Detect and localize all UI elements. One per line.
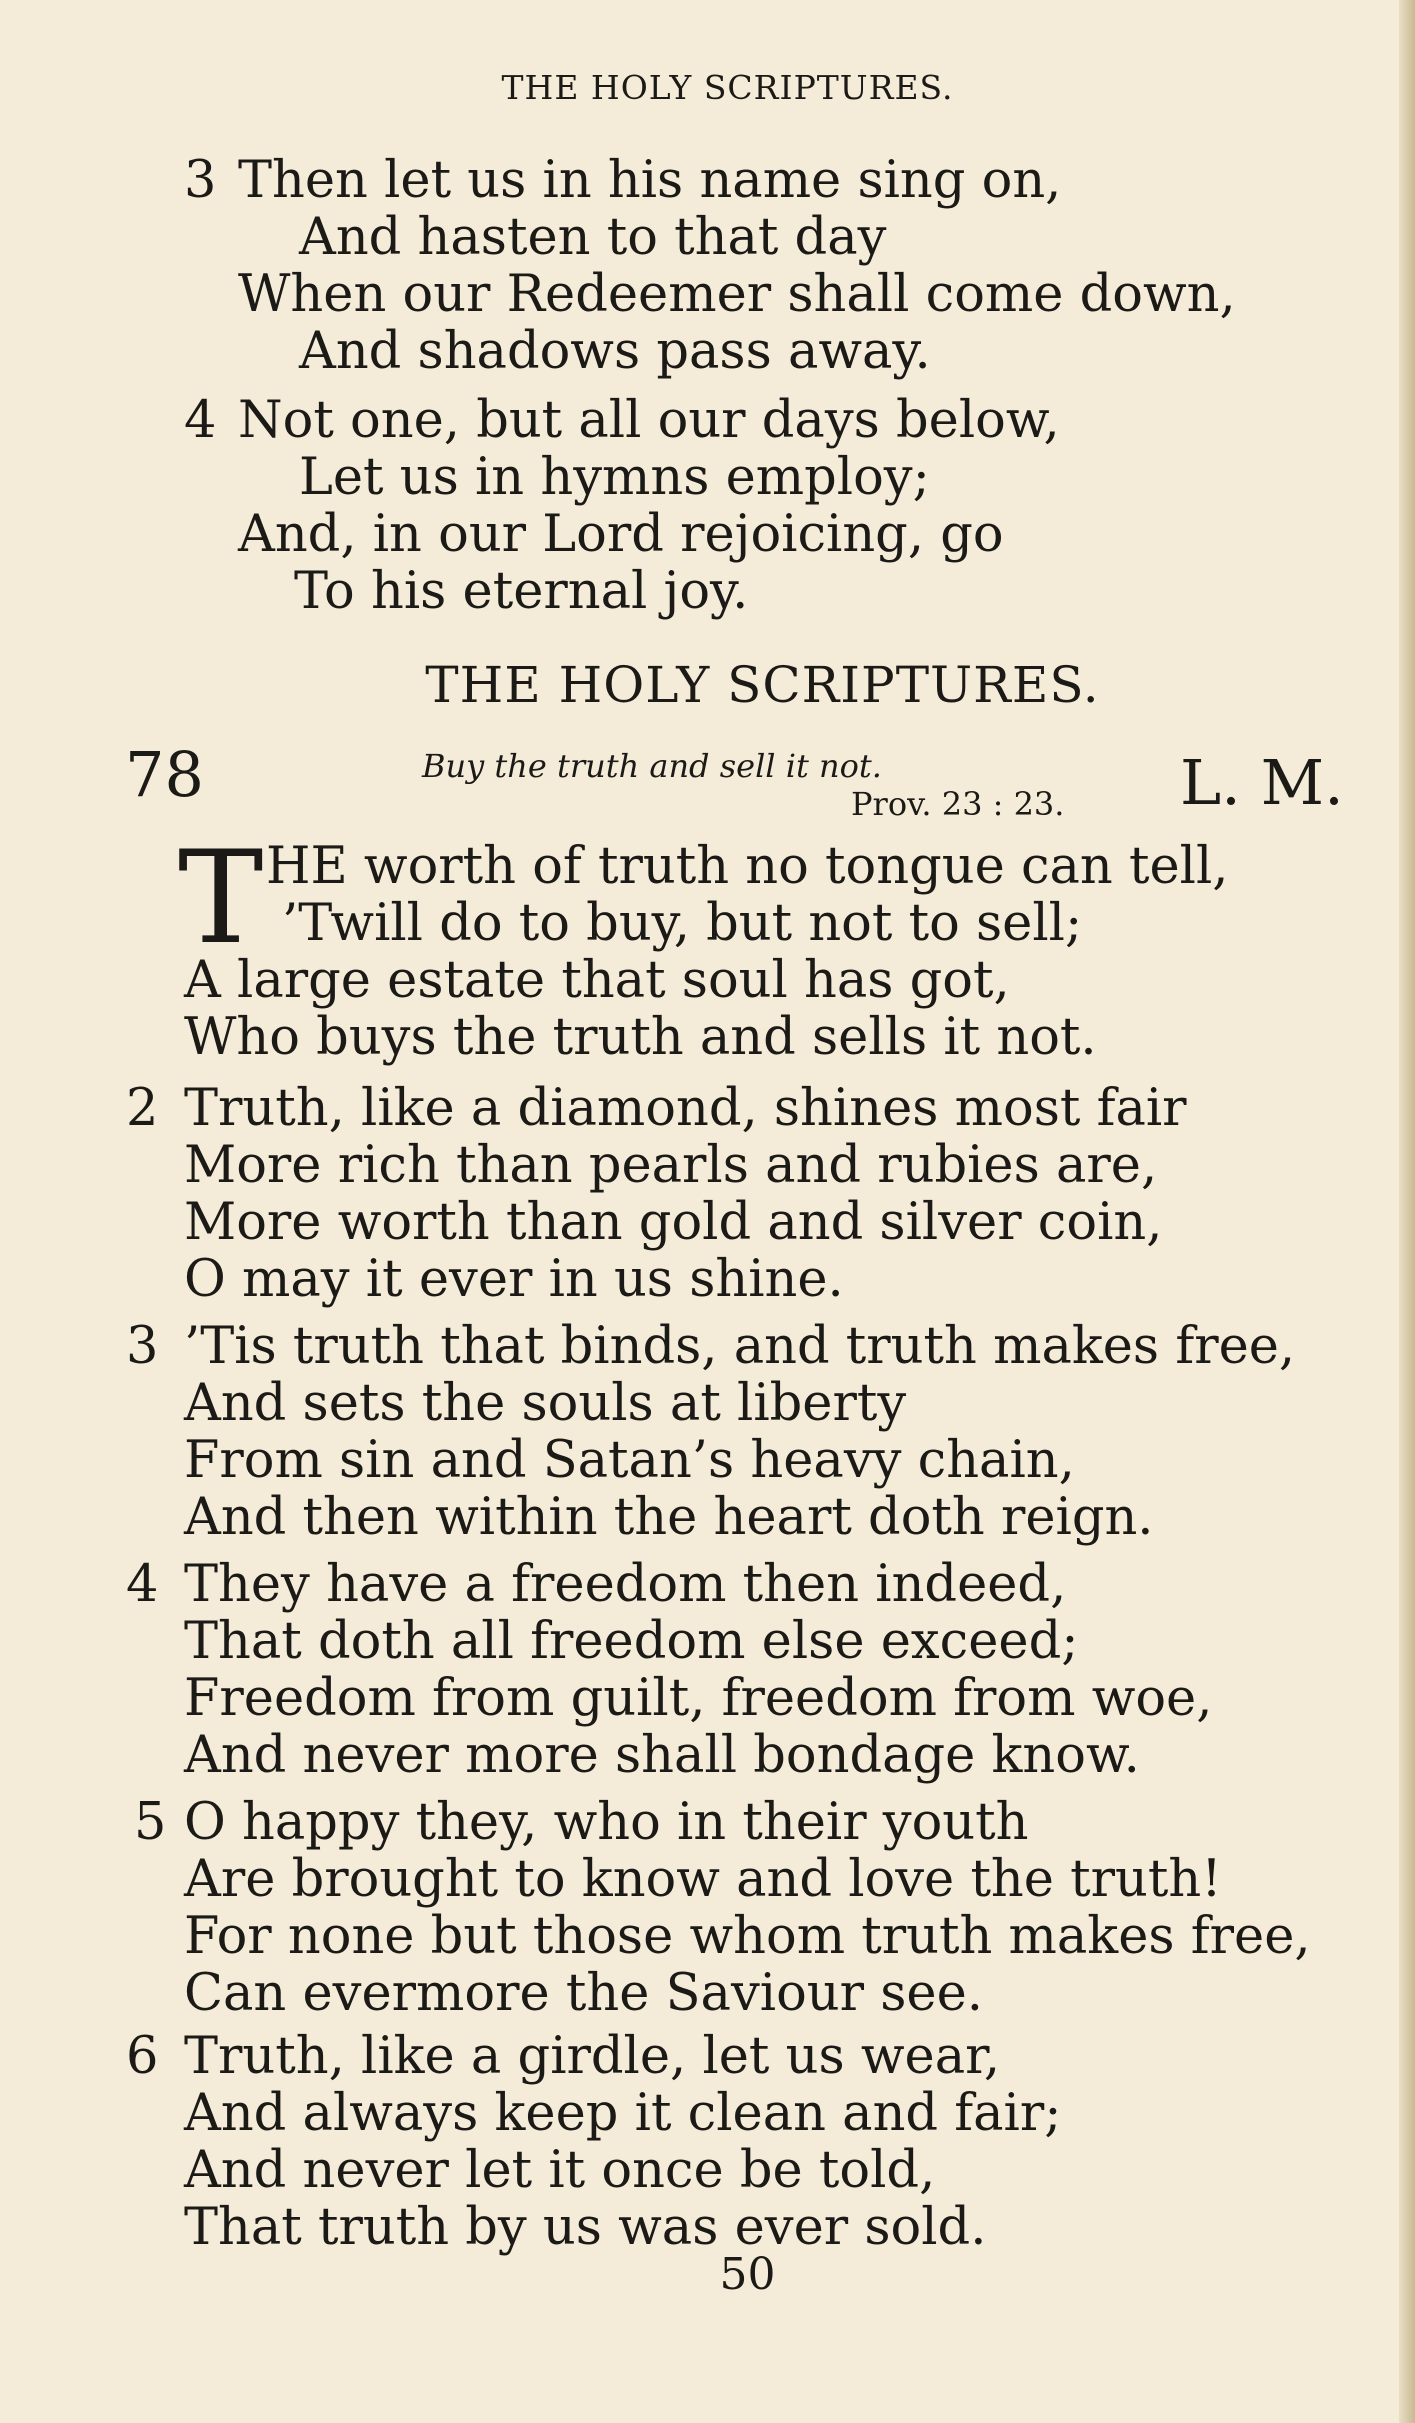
verse-line: More rich than pearls and rubies are, xyxy=(184,1136,1158,1195)
verse-line: More worth than gold and silver coin, xyxy=(184,1193,1163,1252)
stanza-number: 4 xyxy=(184,391,217,450)
hymn-meter: L. M. xyxy=(1180,746,1344,819)
hymn-epigraph: Buy the truth and sell it not. xyxy=(422,747,882,785)
verse-line: And shadows pass away. xyxy=(299,322,931,381)
verse-line: Freedom from guilt, freedom from woe, xyxy=(184,1669,1213,1728)
stanza-4 xyxy=(126,1556,1212,1784)
verse-line: And sets the souls at liberty xyxy=(184,1374,907,1433)
stanza-number: 5 xyxy=(134,1793,167,1852)
verse-line: And never let it once be told, xyxy=(184,2141,936,2200)
stanza-number: 2 xyxy=(126,1079,159,1138)
stanza-number: 6 xyxy=(126,2027,159,2086)
stanza-number: 3 xyxy=(184,151,217,210)
verse-line: Can evermore the Saviour see. xyxy=(184,1964,983,2023)
hymn-number: 78 xyxy=(125,738,204,811)
verse-line: O may it ever in us shine. xyxy=(184,1250,844,1309)
verse-line: From sin and Satan’s heavy chain, xyxy=(184,1431,1075,1490)
stanza-1 xyxy=(184,838,1229,1066)
verse-line: O happy they, who in their youth xyxy=(184,1793,1029,1852)
verse-line: ’Twill do to buy, but not to sell; xyxy=(282,894,1083,953)
verse-line: Are brought to know and love the truth! xyxy=(184,1850,1222,1909)
stanza-6 xyxy=(126,2028,1061,2256)
section-title: THE HOLY SCRIPTURES. xyxy=(425,656,1100,714)
verse-line: They have a freedom then indeed, xyxy=(184,1555,1067,1614)
prev-stanza-4 xyxy=(184,392,1060,620)
verse-line: Not one, but all our days below, xyxy=(238,391,1060,450)
verse-line: When our Redeemer shall come down, xyxy=(238,265,1236,324)
scripture-reference: Prov. 23 : 23. xyxy=(851,785,1065,823)
stanza-2 xyxy=(126,1080,1187,1308)
verse-line: And always keep it clean and fair; xyxy=(184,2084,1062,2143)
verse-line: Then let us in his name sing on, xyxy=(238,151,1062,210)
verse-line: A large estate that soul has got, xyxy=(184,951,1010,1010)
verse-line: ’Tis truth that binds, and truth makes free, xyxy=(184,1317,1296,1376)
running-header: THE HOLY SCRIPTURES. xyxy=(501,68,954,107)
verse-line: For none but those whom truth makes free, xyxy=(184,1907,1311,1966)
drop-cap: T xyxy=(178,824,264,973)
verse-line: And hasten to that day xyxy=(299,208,887,267)
verse-line: That truth by us was ever sold. xyxy=(184,2198,987,2257)
verse-line: That doth all freedom else exceed; xyxy=(184,1612,1079,1671)
stanza-3 xyxy=(126,1318,1295,1546)
verse-line: Truth, like a girdle, let us wear, xyxy=(184,2027,1001,2086)
stanza-number: 3 xyxy=(126,1317,159,1376)
verse-line: Who buys the truth and sells it not. xyxy=(184,1008,1097,1067)
page-edge xyxy=(1399,0,1415,2423)
verse-line: To his eternal joy. xyxy=(294,562,749,621)
stanza-number: 4 xyxy=(126,1555,159,1614)
stanza-5 xyxy=(134,1794,1311,2022)
verse-line: And then within the heart doth reign. xyxy=(184,1488,1154,1547)
verse-line: Let us in hymns employ; xyxy=(299,448,930,507)
verse-line: HE worth of truth no tongue can tell, xyxy=(266,837,1229,896)
verse-line: Truth, like a diamond, shines most fair xyxy=(184,1079,1187,1138)
verse-line: And, in our Lord rejoicing, go xyxy=(238,505,1004,564)
prev-stanza-3 xyxy=(184,152,1236,380)
verse-line: And never more shall bondage know. xyxy=(184,1726,1140,1785)
page-number: 50 xyxy=(719,2249,776,2300)
